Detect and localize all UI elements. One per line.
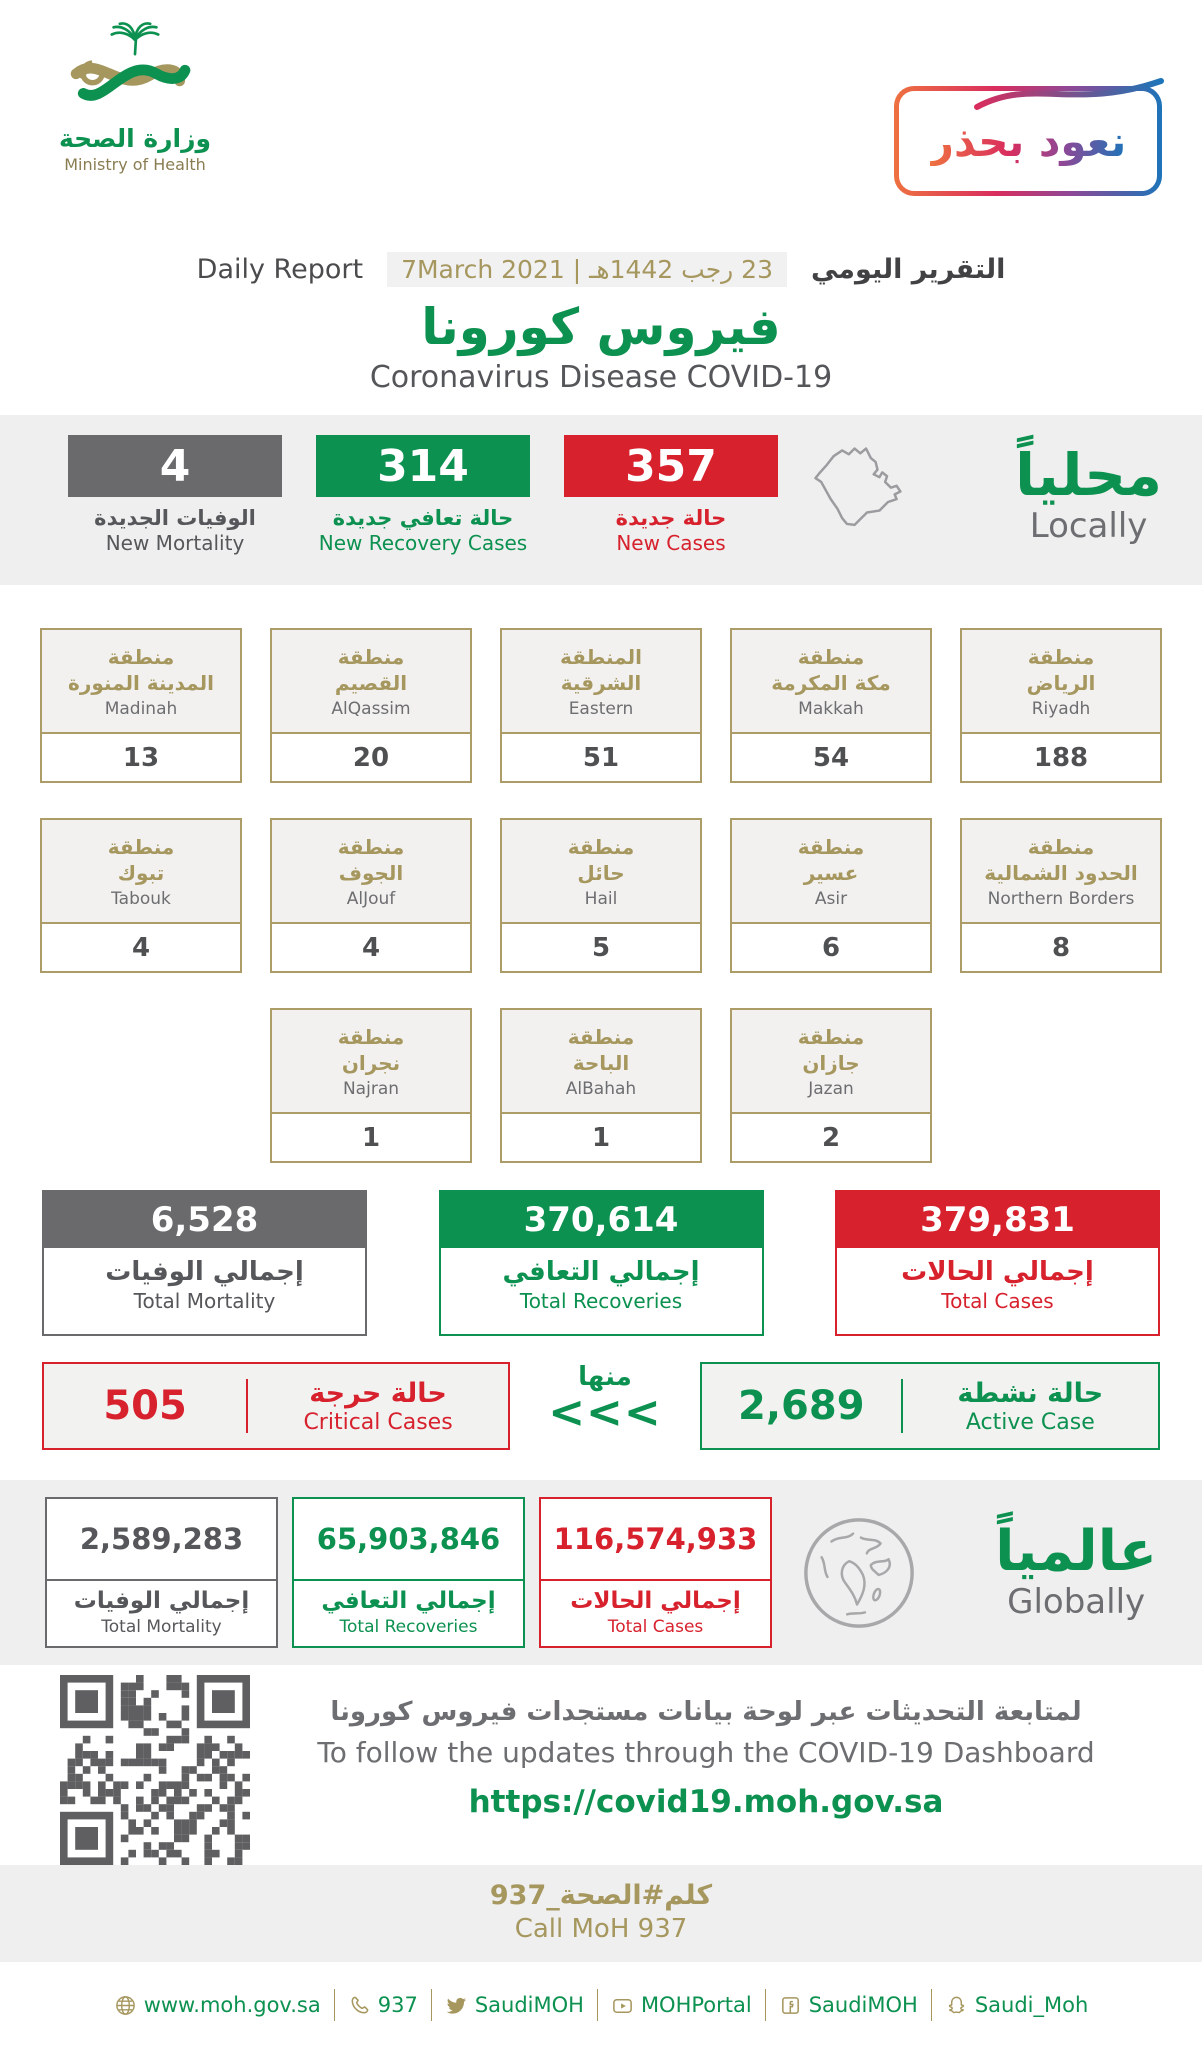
critical-cases-box [42,1362,510,1450]
region-name-ar-line1: منطقة [797,834,865,859]
youtube-icon [611,1994,634,2017]
divider [765,1989,766,2021]
new-cases-label-en: New Cases [616,531,726,555]
footer-link-phone[interactable] [348,1993,418,2017]
page-title-en: Coronavirus Disease COVID-19 [369,360,833,395]
new-recoveries-value: 314 [316,435,530,497]
region-name-ar-line2: نجران [341,1050,401,1075]
badge-swoosh-icon [973,71,1168,115]
footer-link-label: MOHPortal [640,1993,752,2017]
report-date: 23 رجب 1442هـ | 7March 2021 [387,252,787,287]
global-cases-value: 116,574,933 [553,1522,758,1556]
region-name-ar-line2: مكة المكرمة [771,670,891,695]
region-card-northern-borders [960,818,1162,973]
total-recoveries-box [439,1190,764,1336]
region-name-ar-line2: الرياض [1026,670,1096,695]
daily-report-label-en: Daily Report [196,253,364,285]
global-recoveries-box [292,1497,525,1648]
region-name-ar-line2: حائل [577,860,625,885]
globe-icon [114,1994,137,2017]
region-new-cases-value: 6 [821,932,841,963]
region-name-en: Asir [814,888,848,909]
locally-heading-ar: محلياً [1015,441,1162,509]
active-cases-label-ar: حالة نشطة [957,1377,1104,1409]
globally-heading-ar: عالمياً [995,1519,1157,1585]
total-cases-value: 379,831 [837,1192,1158,1248]
region-name-en: Najran [342,1078,400,1099]
region-card-albahah [500,1008,702,1163]
page-title-ar: فيروس كورونا [421,298,781,356]
new-recoveries-label-en: New Recovery Cases [318,531,528,555]
footer-link-label: SaudiMOH [474,1993,584,2017]
call-text-en: Call MoH 937 [514,1914,688,1944]
global-cases-label-ar: إجمالي الحالات [570,1588,741,1614]
footer-link-label: Saudi_Moh [974,1993,1089,2017]
of-which-indicator [548,1362,662,1439]
global-recoveries-label-ar: إجمالي التعافي [321,1588,496,1614]
call-moh-band [0,1865,1202,1962]
active-cases-value: 2,689 [738,1383,865,1429]
global-mortality-label-ar: إجمالي الوفيات [73,1588,250,1614]
region-name-en: Tabouk [111,888,171,909]
footer-link-website[interactable] [114,1993,321,2017]
region-card-tabouk [40,818,242,973]
region-name-ar-line2: المدينة المنورة [68,670,214,695]
dashboard-note-en: To follow the updates through the COVID-19 Dashboard [317,1736,1095,1769]
region-name-ar-line1: منطقة [797,644,865,669]
region-name-ar-line2: الجوف [338,860,404,885]
region-name-en: AlJouf [346,888,396,909]
global-mortality-label-en: Total Mortality [101,1617,222,1637]
new-mortality-stat [68,435,282,555]
critical-cases-label-ar: حالة حرجة [309,1377,447,1409]
report-header [0,0,1202,415]
divider [931,1989,932,2021]
total-mortality-value: 6,528 [44,1192,365,1248]
chevrons-left-icon: <<< [548,1387,662,1439]
return-with-caution-badge [894,86,1162,196]
locally-heading [1015,441,1162,546]
footer-link-label: 937 [377,1993,418,2017]
total-mortality-label-ar: إجمالي الوفيات [105,1257,304,1287]
total-cases-label-ar: إجمالي الحالات [901,1257,1094,1287]
region-new-cases-value: 54 [812,742,850,773]
active-critical-row [42,1362,1160,1450]
of-which-label-ar: منها [578,1362,632,1393]
new-mortality-label-ar: الوفيات الجديدة [94,506,256,530]
ministry-logo [56,22,214,174]
logo-title-ar: وزارة الصحة [58,124,212,153]
footer-link-label: SaudiMOH [808,1993,918,2017]
regions-grid [40,628,1162,1163]
region-name-en: Jazan [808,1078,854,1099]
global-mortality-box [45,1497,278,1648]
region-name-ar-line1: منطقة [337,644,405,669]
region-name-ar-line1: منطقة [337,834,405,859]
globally-heading-en: Globally [1007,1581,1146,1622]
qr-code [60,1675,250,1865]
global-recoveries-value: 65,903,846 [316,1522,501,1556]
region-card-makkah [730,628,932,783]
total-cases-label-en: Total Cases [941,1289,1054,1313]
region-new-cases-value: 2 [821,1122,841,1153]
footer-link-snapchat[interactable] [945,1993,1088,2017]
region-new-cases-value: 1 [361,1122,381,1153]
dashboard-note-ar: لمتابعة التحديثات عبر لوحة بيانات مستجدات فيروس كورونا [330,1697,1082,1727]
footer-links [0,1962,1202,2048]
region-name-ar-line1: منطقة [797,1024,865,1049]
region-new-cases-value: 51 [582,742,620,773]
total-mortality-box [42,1190,367,1336]
globally-section [0,1480,1202,1665]
region-name-en: Eastern [568,698,634,719]
active-cases-label-en: Active Case [965,1409,1095,1435]
region-name-ar-line2: الباحة [572,1050,630,1075]
region-card-riyadh [960,628,1162,783]
critical-cases-value: 505 [103,1383,187,1429]
region-card-madinah [40,628,242,783]
region-name-ar-line2: تبوك [117,860,165,885]
new-cases-stat [564,435,778,555]
region-new-cases-value: 5 [591,932,611,963]
badge-text: نعود بحذر [929,116,1127,166]
divider [597,1989,598,2021]
global-cases-label-en: Total Cases [607,1617,704,1637]
region-name-en: AlBahah [565,1078,637,1099]
snapchat-icon [945,1994,968,2017]
logo-title-en: Ministry of Health [64,155,206,174]
region-name-en: Riyadh [1031,698,1091,719]
region-name-ar-line2: القصيم [334,670,408,695]
global-cases-box [539,1497,772,1648]
region-name-en: Makkah [798,698,864,719]
divider [334,1989,335,2021]
region-name-ar-line1: منطقة [1027,834,1095,859]
new-mortality-value: 4 [68,435,282,497]
total-cases-box [835,1190,1160,1336]
dashboard-url-link[interactable]: https://covid19.moh.gov.sa [468,1784,944,1820]
total-recoveries-value: 370,614 [441,1192,762,1248]
new-cases-label-ar: حالة جديدة [615,506,727,530]
region-name-ar-line2: عسير [803,860,859,885]
region-card-eastern [500,628,702,783]
region-name-ar-line2: الحدود الشمالية [984,860,1138,885]
region-name-ar-line2: الشرقية [560,670,642,695]
region-new-cases-value: 4 [361,932,381,963]
footer-link-youtube[interactable] [611,1993,752,2017]
new-mortality-label-en: New Mortality [105,531,245,555]
total-mortality-label-en: Total Mortality [133,1289,276,1313]
region-card-asir [730,818,932,973]
global-mortality-value: 2,589,283 [79,1522,244,1556]
new-recoveries-stat [316,435,530,555]
region-name-ar-line1: منطقة [567,1024,635,1049]
region-name-ar-line1: منطقة [1027,644,1095,669]
active-cases-box [700,1362,1160,1450]
saudi-arabia-map-icon [804,439,930,540]
call-hashtag-ar: كلم#الصحة_937 [489,1880,713,1911]
total-recoveries-label-ar: إجمالي التعافي [502,1257,700,1287]
palm-swoosh-icon [60,22,210,122]
region-new-cases-value: 4 [131,932,151,963]
region-new-cases-value: 20 [352,742,390,773]
region-card-najran [270,1008,472,1163]
region-name-ar-line2: جازان [802,1050,860,1075]
locally-section [0,415,1202,585]
new-recoveries-label-ar: حالة تعافي جديدة [332,506,514,530]
dashboard-section [0,1665,1202,1865]
region-name-ar-line1: منطقة [567,834,635,859]
region-new-cases-value: 188 [1033,742,1089,773]
region-name-ar-line1: المنطقة [560,644,642,669]
region-name-ar-line1: منطقة [107,644,175,669]
footer-link-label: www.moh.gov.sa [143,1993,321,2017]
region-name-ar-line1: منطقة [107,834,175,859]
phone-icon [348,1994,371,2017]
twitter-icon [445,1994,468,2017]
region-card-aljouf [270,818,472,973]
region-new-cases-value: 1 [591,1122,611,1153]
globe-icon [798,1512,920,1634]
region-name-en: AlQassim [331,698,411,719]
region-new-cases-value: 8 [1051,932,1071,963]
region-name-en: Hail [584,888,618,909]
locally-heading-en: Locally [1029,505,1148,546]
globally-heading [995,1519,1157,1622]
footer-link-twitter[interactable] [445,1993,584,2017]
region-card-hail [500,818,702,973]
region-card-alqassim [270,628,472,783]
footer-link-facebook[interactable] [779,1993,918,2017]
facebook-icon [779,1994,802,2017]
region-card-jazan [730,1008,932,1163]
total-recoveries-label-en: Total Recoveries [519,1289,683,1313]
global-recoveries-label-en: Total Recoveries [339,1617,478,1637]
critical-cases-label-en: Critical Cases [303,1409,453,1435]
region-name-en: Madinah [104,698,178,719]
totals-row [42,1190,1160,1336]
region-name-en: Northern Borders [987,888,1135,909]
daily-report-label-ar: التقرير اليومي [810,253,1006,285]
region-name-ar-line1: منطقة [337,1024,405,1049]
new-cases-value: 357 [564,435,778,497]
daily-report-row [0,248,1202,290]
region-new-cases-value: 13 [122,742,160,773]
divider [431,1989,432,2021]
